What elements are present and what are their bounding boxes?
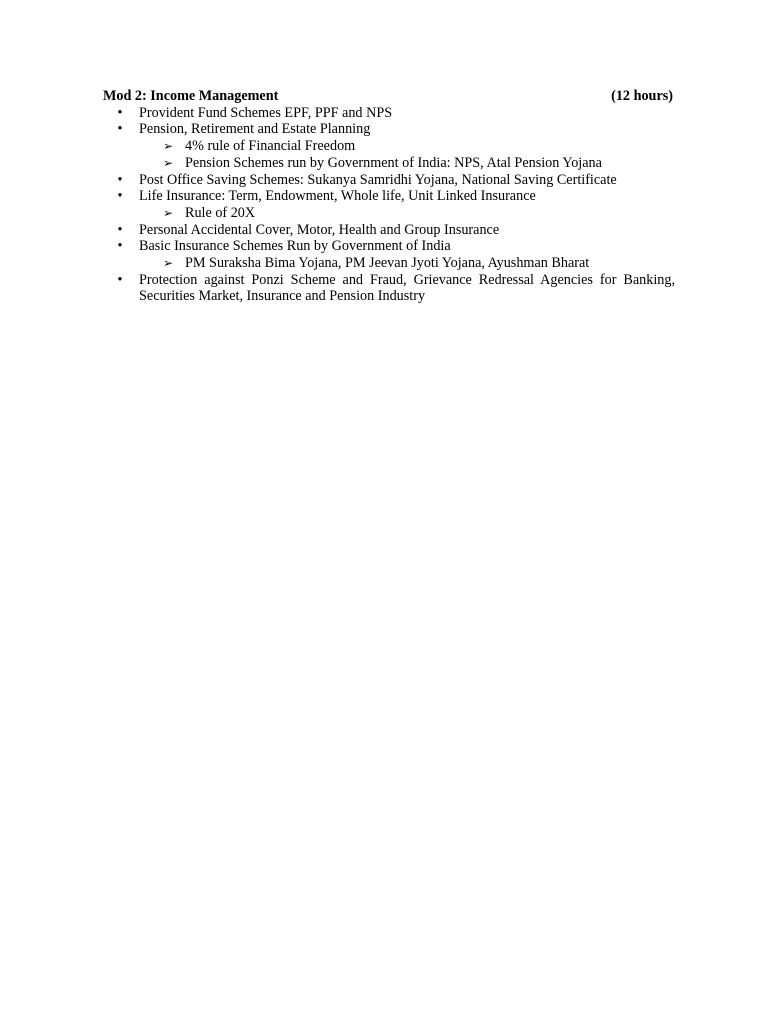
subtopic-list [103,255,675,272]
topic-item [103,188,675,205]
bullet-dot-icon: • [117,171,123,188]
arrowhead-bullet-icon: ➢ [163,205,174,220]
topic-item [103,121,675,138]
subtopic-text: Rule of 20X [185,204,256,221]
subtopic-text: PM Suraksha Bima Yojana, PM Jeevan Jyoti Yojana, Ayushman Bharat [185,255,590,272]
bullet-dot-icon: • [117,121,123,138]
topic-text: Personal Accidental Cover, Motor, Health and Group Insurance [139,221,500,238]
topic-item [103,172,675,189]
topic-text: Basic Insurance Schemes Run by Government of India [139,238,451,255]
topic-item [103,105,675,122]
subtopic-item [103,255,675,272]
bullet-dot-icon: • [117,238,123,255]
topic-text: Protection against Ponzi Scheme and Fraud, Grievance Redressal Agencies for Banking, Securities Market, Insurance and Pension Industry [139,271,675,305]
arrowhead-bullet-icon: ➢ [163,155,174,170]
topic-list [103,105,675,305]
bullet-dot-icon: • [117,188,123,205]
subtopic-group [103,255,675,272]
topic-item [103,238,675,255]
subtopic-list [103,138,675,171]
subtopic-group [103,138,675,171]
module-heading [103,88,675,105]
bullet-dot-icon: • [117,221,123,238]
topic-text: Provident Fund Schemes EPF, PPF and NPS [139,104,393,121]
topic-text: Life Insurance: Term, Endowment, Whole life, Unit Linked Insurance [139,188,536,205]
module-hours: (12 hours) [611,88,673,104]
subtopic-list [103,205,675,222]
topic-item [103,222,675,239]
bullet-dot-icon: • [117,104,123,121]
subtopic-item [103,138,675,155]
arrowhead-bullet-icon: ➢ [163,256,174,271]
topic-text: Post Office Saving Schemes: Sukanya Samridhi Yojana, National Saving Certificate [139,171,617,188]
subtopic-text: 4% rule of Financial Freedom [185,138,356,155]
module-section [103,88,675,305]
module-title: Mod 2: Income Management [103,88,279,104]
subtopic-text: Pension Schemes run by Government of India: NPS, Atal Pension Yojana [185,154,602,171]
bullet-dot-icon: • [117,271,123,288]
topic-item [103,272,675,305]
subtopic-item [103,205,675,222]
arrowhead-bullet-icon: ➢ [163,139,174,154]
subtopic-group [103,205,675,222]
subtopic-item [103,155,675,172]
topic-text: Pension, Retirement and Estate Planning [139,121,371,138]
